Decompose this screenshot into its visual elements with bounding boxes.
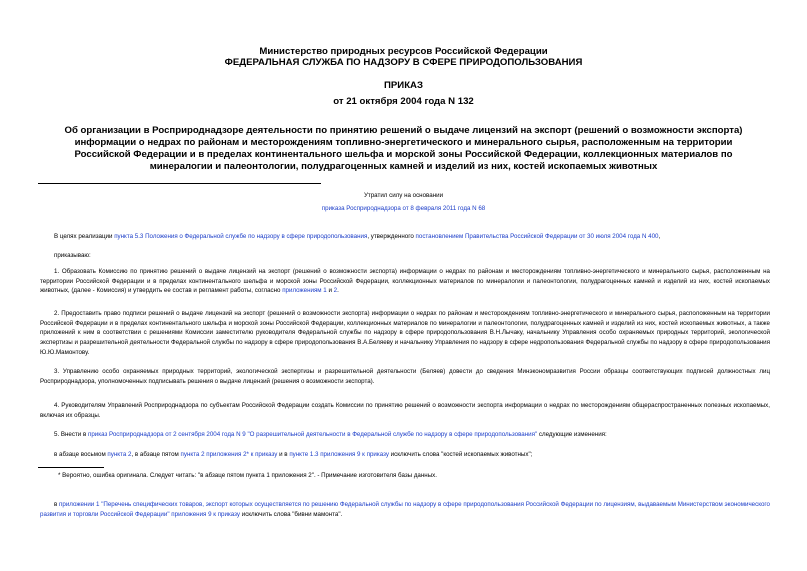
government-decree-link[interactable]: постановлением Правительства Российской Федерации от 30 июля 2004 года N 400 [415, 233, 659, 240]
document-title: Об организации в Росприроднадзоре деятельности по принятию решений о выдаче лицензий на экспорт (решений о возможности экспорта) информации о недрах по районам и месторождениям топливно-энергетического и минерального сырья, расположенным на территории Российской Федерации и в пределах континентального шельфа и морской зоны Российской Федерации, коллекционных материалов по минералогии и палеонтологии, полудрагоценных камней и изделий из них, костей ископаемых животных [64, 125, 743, 172]
regulation-clause-link[interactable]: пункта 5.3 Положения о Федеральной службе по надзору в сфере природопользования [114, 233, 368, 240]
item-4-text: 4. Руководителям Управлений Росприроднадзора по субъектам Российской Федерации создать Комиссии по принятию решений о возможности экспорта информации о недрах по месторождениям общераспространенных полезных ископаемых, включая их образцы. [40, 402, 770, 419]
appendix-1-link[interactable]: приложениям 1 [282, 287, 327, 295]
amendment-text-1: в абзаце восьмом [54, 451, 108, 458]
amendment-text-2: , в абзаце пятом [131, 451, 181, 458]
order-9-link[interactable]: приказ Росприроднадзора от 2 сентября 2004 года N 9 "О разрешительной деятельности в Федеральной службе по надзору в сфере природопользования" [87, 431, 538, 438]
appendix-2-clause-link[interactable]: пункта 2 приложения 2* к приказу [180, 451, 278, 458]
preamble-text-2: , утвержденного [367, 233, 416, 240]
appendix-9-clause-link[interactable]: пункте 1.3 приложения 9 к приказу [289, 451, 389, 458]
item-3-paragraph [40, 367, 770, 386]
item-5-paragraph [40, 430, 770, 440]
last-text-3: исключить слова "бивни мамонта". [240, 510, 343, 518]
title-divider [38, 183, 321, 184]
clause-2-link[interactable]: пункта 2 [107, 451, 132, 458]
last-amendment-paragraph [40, 500, 770, 519]
service-name: ФЕДЕРАЛЬНАЯ СЛУЖБА ПО НАДЗОРУ В СФЕРЕ ПРИРОДОПОЛЬЗОВАНИЯ [224, 57, 583, 68]
item-2-paragraph [40, 309, 770, 358]
ministry-name: Министерство природных ресурсов Российской Федерации [259, 46, 548, 57]
document-date-number: от 21 октября 2004 года N 132 [333, 96, 474, 107]
order-word-paragraph [40, 251, 770, 261]
amendment-text-3: и в [277, 451, 290, 458]
item-2-text: 2. Предоставить право подписи решений о выдаче лицензий на экспорт (решений о возможности экспорта) информации о недрах по районам и месторождениям топливно-энергетического и минерального сырья, расположенным на территории Российской Федерации и в пределах континентального шельфа и морской зоны Российской Федерации, коллекционных материалов по минералогии и палеонтологии, полудрагоценных камней и изделий из них, костей ископаемых животных, а также приложений к ним в соответствии с решениями Комиссии заместителю руководителя Федеральной службы по надзору в сфере природопользования В.Н.Лычаку, начальнику Управления особо охраняемых природных территорий, экологической экспертизы и разрешительной деятельности Федеральной службы по надзору в сфере природопользования В.А.Беляеву и начальнику Управления по надзору в сфере недропользования Федеральной службы по надзору в сфере природопользования Ю.Ю.Мамонтову. [40, 310, 770, 356]
status-note-text: Утратил силу на основании [363, 192, 444, 199]
repeal-order-link[interactable]: приказа Росприроднадзора от 8 февраля 2011 года N 68 [321, 205, 486, 212]
item-1-text: 1. Образовать Комиссию по принятию решений о выдаче лицензий на экспорт (решений о возможности экспорта) информации о недрах по районам и месторождениям топливно-энергетического и минерального сырья, расположенным на территории Российской Федерации и в пределах континентального шельфа и морской зоны Российской Федерации, коллекционных материалов по минералогии и палеонтологии, полудрагоценных камней и изделий из них, костей ископаемых животных, (далее - Комиссия) и утвердить ее состав и регламент работы, согласно [40, 268, 770, 295]
item-5-end: следующие изменения: [537, 431, 607, 438]
order-word: приказываю: [54, 252, 91, 259]
item-5-text: 5. Внести в [54, 431, 88, 438]
item-4-paragraph [40, 401, 770, 420]
preamble-text-1: В целях реализации [54, 233, 115, 240]
appendix-1-list-link[interactable]: приложении 1 "Перечень специфических товаров, экспорт которых осуществляется по решению Федеральной службы по надзору в сфере природопользования Российской Федерации по лицензиям, выдаваемым Министерством экономического развития и торговли Российской Федерации" [40, 501, 770, 518]
appendix-9-link[interactable]: приложения 9 к приказу [171, 510, 241, 518]
last-text-1: в [54, 501, 60, 508]
item-1-and: и [326, 287, 334, 295]
appendix-2-link[interactable]: 2 [333, 287, 338, 295]
document-type: ПРИКАЗ [384, 80, 423, 91]
preamble-paragraph [40, 232, 770, 242]
item-3-text: 3. Управлению особо охраняемых природных территорий, экологической экспертизы и разрешительной деятельности (Беляев) довести до сведения Минэкономразвития России образцы соответствующих подписей должностных лиц Росприроднадзора, уполномоченных подписывать решения о выдаче лицензий (решения о возможности экспорта). [40, 368, 770, 385]
preamble-text-3: , [658, 233, 661, 240]
status-note [0, 204, 807, 213]
amendment-paragraph [40, 450, 770, 460]
item-1-end: . [337, 287, 339, 295]
footnote: * Вероятно, ошибка оригинала. Следует читать: "в абзаце пятом пункта 1 приложения 2". - Примечание изготовителя базы данных. [58, 472, 437, 479]
item-1-paragraph [40, 267, 770, 296]
amendment-text-4: исключить слова "костей ископаемых животных"; [388, 451, 533, 458]
footnote-divider [38, 467, 104, 468]
